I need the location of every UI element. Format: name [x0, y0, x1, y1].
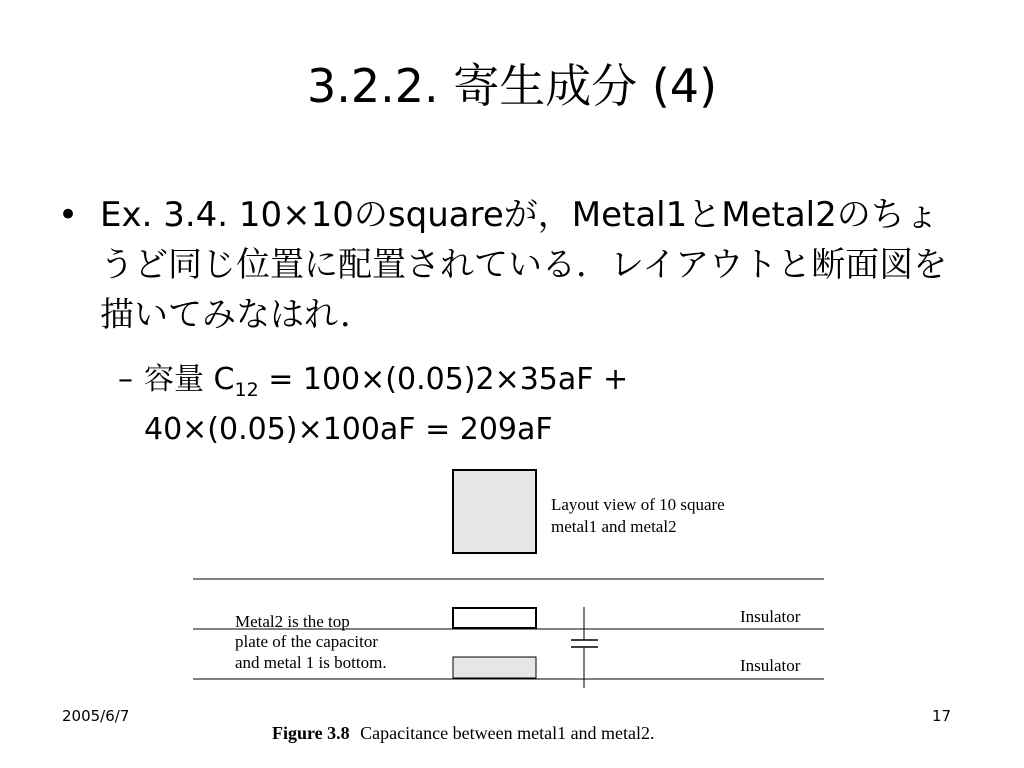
cross-section-label-line1: Metal2 is the top [235, 612, 350, 631]
layout-square [453, 470, 536, 553]
bullet-item [58, 190, 970, 340]
metal1-plate [453, 657, 536, 678]
footer-date: 2005/6/7 [62, 707, 130, 725]
insulator-label-top: Insulator [740, 607, 801, 626]
layout-label-line1: Layout view of 10 square [551, 495, 725, 514]
sub-bullet-dash: – [118, 362, 133, 397]
metal2-plate [453, 608, 536, 628]
capacitance-prefix: 容量 C [144, 362, 235, 397]
capacitance-formula: = 100×(0.05)2×35aF + 40×(0.05)×100aF = 209aF [144, 362, 629, 447]
capacitor-symbol [571, 607, 598, 688]
sub-bullet-item [118, 360, 758, 450]
bullet-dot: • [58, 195, 79, 235]
cross-section-label-line2: plate of the capacitor [235, 632, 379, 651]
figure-caption-text: Capacitance between metal1 and metal2. [360, 723, 655, 743]
figure-caption-number: Figure 3.8 [272, 723, 350, 743]
page-number: 17 [932, 707, 952, 725]
sub-bullet-text [144, 360, 758, 450]
layout-label-line2: metal1 and metal2 [551, 517, 677, 536]
bullet-text: Ex. 3.4. 10×10のsquareが，Metal1とMetal2のちょうど同じ位置に配置されている．レイアウトと断面図を描いてみなはれ． [100, 195, 948, 335]
capacitance-subscript: 12 [234, 379, 259, 401]
figure-3-8 [0, 460, 1024, 750]
figure-caption [272, 723, 655, 743]
slide-title: 3.2.2. 寄生成分 (4) [306, 59, 718, 113]
cross-section-label-line3: and metal 1 is bottom. [235, 653, 387, 672]
insulator-label-bottom: Insulator [740, 656, 801, 675]
